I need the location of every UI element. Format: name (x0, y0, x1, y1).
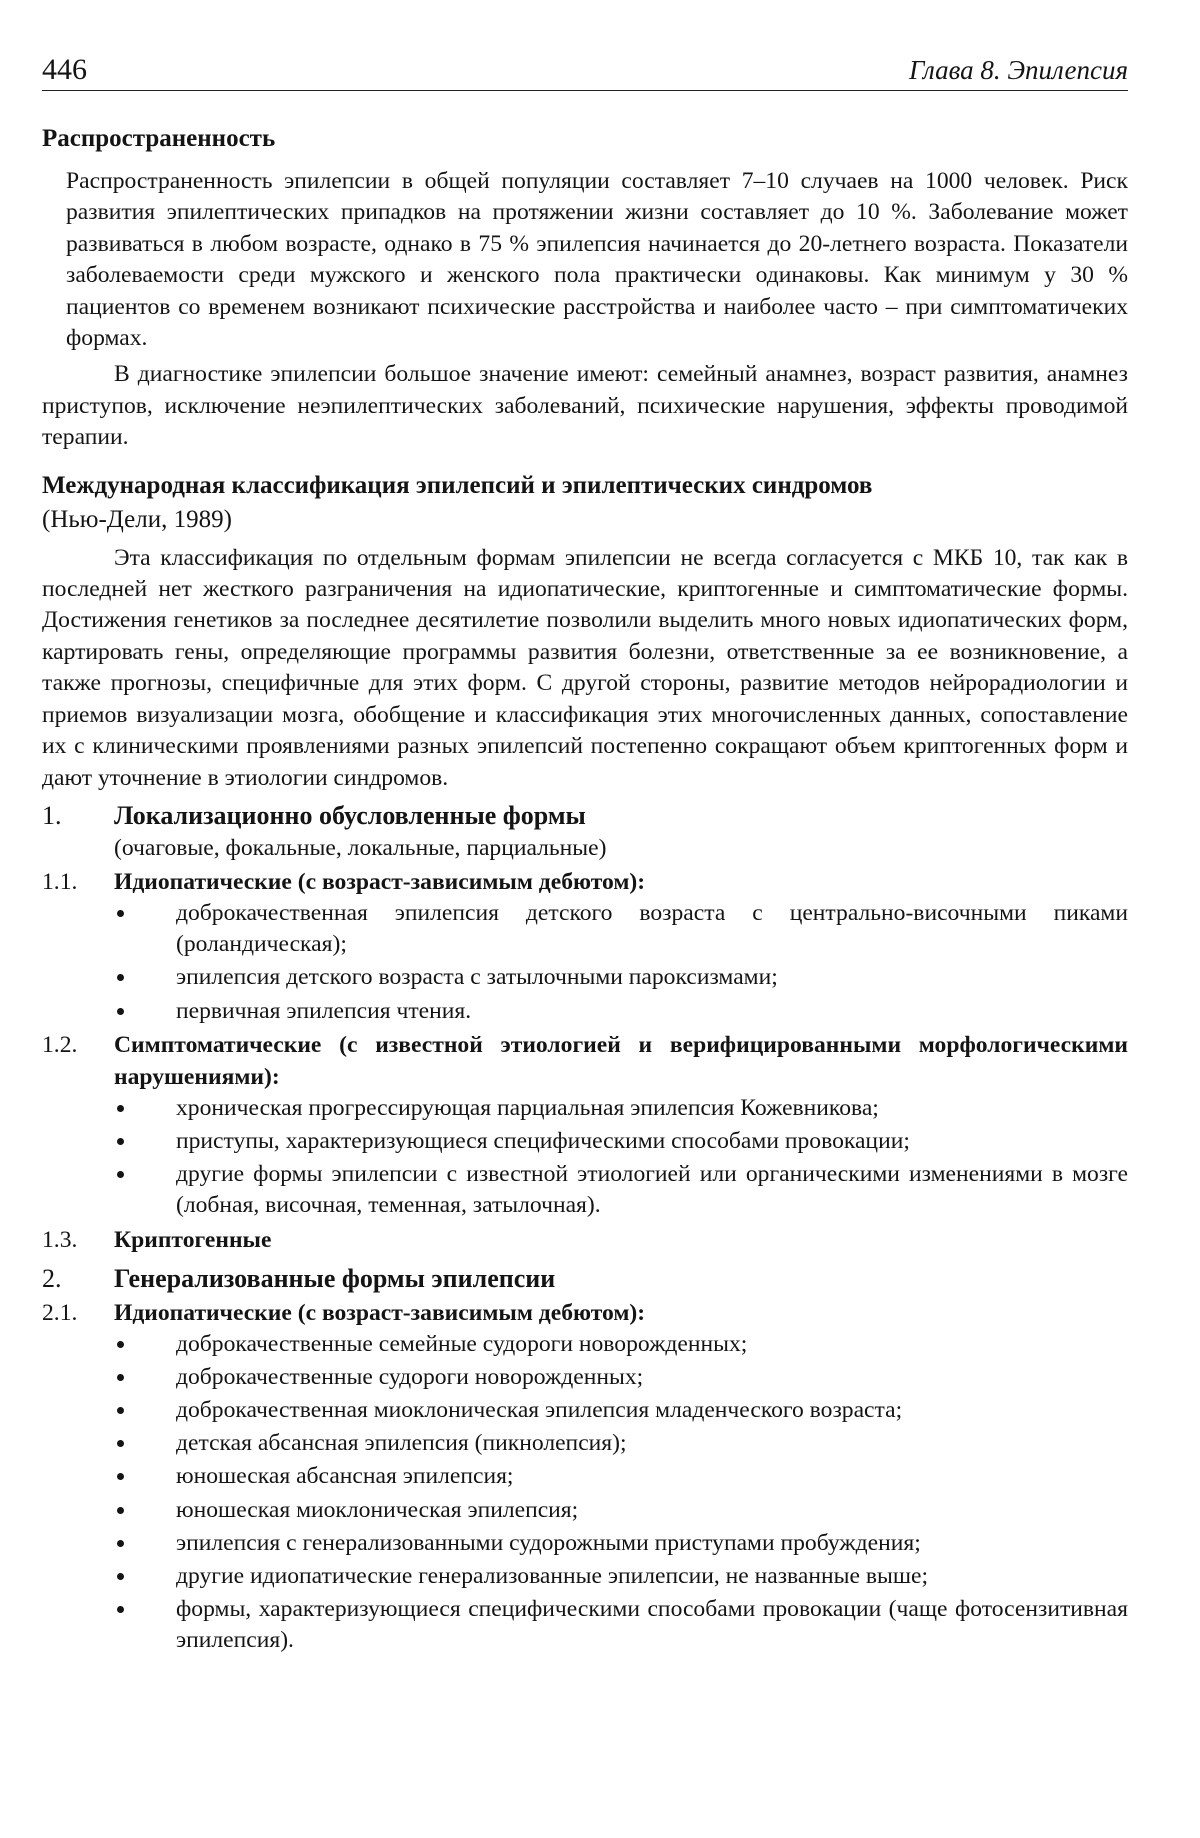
bullet-icon (117, 1374, 124, 1381)
section-1-number: 1. (42, 800, 62, 830)
list-item: приступы, характеризующиеся специфическими способами провокации; (42, 1126, 1128, 1157)
section-1-2-list (42, 1093, 1128, 1222)
section-1 (42, 799, 1128, 832)
bullet-icon (117, 1171, 124, 1178)
section-1-1-list (42, 898, 1128, 1027)
section-1-2-number: 1.2. (42, 1031, 78, 1058)
list-item: доброкачественные судороги новорожденных; (42, 1362, 1128, 1393)
list-item: доброкачественная миоклоническая эпилепсия младенческого возраста; (42, 1395, 1128, 1426)
bullet-icon (117, 974, 124, 981)
list-item: другие формы эпилепсии с известной этиологией или органическими изменениями в мозге (лобная, височная, теменная, затылочная). (42, 1159, 1128, 1221)
list-item: эпилепсия детского возраста с затылочными пароксизмами; (42, 962, 1128, 993)
section-2-1-number: 2.1. (42, 1299, 78, 1326)
section-1-label: Локализационно обусловленные формы (114, 800, 586, 830)
bullet-icon (117, 1341, 124, 1348)
section-2-label: Генерализованные формы эпилепсии (114, 1263, 556, 1293)
chapter-title: Глава 8. Эпилепсия (909, 55, 1128, 85)
classification-title: Международная классификация эпилепсий и эпилептических синдромов (42, 471, 873, 499)
page-body (42, 122, 1128, 1659)
bullet-icon (117, 1440, 124, 1447)
bullet-icon (117, 1606, 124, 1613)
list-item: юношеская абсансная эпилепсия; (42, 1461, 1128, 1492)
running-header (42, 50, 1128, 91)
list-item: детская абсансная эпилепсия (пикнолепсия); (42, 1428, 1128, 1459)
list-item: доброкачественные семейные судороги новорожденных; (42, 1329, 1128, 1360)
section-1-3-label: Криптогенные (114, 1226, 272, 1253)
bullet-icon (117, 910, 124, 917)
bullet-icon (117, 1008, 124, 1015)
section-1-3-number: 1.3. (42, 1226, 78, 1253)
bullet-icon (117, 1573, 124, 1580)
section-2-1-label: Идиопатические (с возраст-зависимым дебютом): (114, 1299, 646, 1326)
section-heading-prevalence: Распространенность (42, 125, 276, 152)
section-1-1-label: Идиопатические (с возраст-зависимым дебютом): (114, 868, 646, 895)
section-2-number: 2. (42, 1263, 62, 1293)
section-2 (42, 1262, 1128, 1295)
section-2-1-list (42, 1329, 1128, 1657)
section-2-1 (42, 1297, 1128, 1329)
bullet-icon (117, 1540, 124, 1547)
list-item: доброкачественная эпилепсия детского возраста с центрально-височными пиками (роландическая); (42, 898, 1128, 960)
bullet-icon (117, 1407, 124, 1414)
section-1-1 (42, 866, 1128, 898)
paragraph-classification-intro: Эта классификация по отдельным формам эпилепсии не всегда согласуется с МКБ 10, так как в последней нет жесткого разграничения на идиопатические, криптогенные и симптоматические формы. Достижения генетиков за последнее десятилетие позволили выделить много новых идиопатических форм, картировать гены, определяющие программы развития болезни, ответственные за ее возникновение, а также прогнозы, специфичные для этих форм. С другой стороны, развитие методов нейрорадиологии и приемов визуализации мозга, обобщение и классификация этих многочисленных данных, сопоставление их с клиническими проявлениями разных эпилепсий постепенно сокращают объем криптогенных форм и дают уточнение в этиологии синдромов. (42, 544, 1128, 791)
list-item: хроническая прогрессирующая парциальная эпилепсия Кожевникова; (42, 1093, 1128, 1124)
bullet-icon (117, 1105, 124, 1112)
list-item: первичная эпилепсия чтения. (42, 996, 1128, 1027)
bullet-icon (117, 1473, 124, 1480)
page-number: 446 (42, 53, 87, 86)
paragraph-prevalence-1: Распространенность эпилепсии в общей популяции составляет 7–10 случаев на 1000 человек. Риск развития эпилептических припадков на протяжении жизни составляет до 10 %. Заболевание может развиваться в любом возрасте, однако в 75 % эпилепсия начинается до 20-летнего возраста. Показатели заболеваемости среди мужского и женского пола практически одинаковы. Как минимум у 30 % пациентов со временем возникают психические расстройства и наиболее часто – при симптоматичеких формах. (66, 168, 1128, 352)
list-item: юношеская миоклоническая эпилепсия; (42, 1495, 1128, 1526)
section-1-2-label: Симптоматические (с известной этиологией и верифицированными морфологическими нарушениями): (114, 1031, 1128, 1090)
list-item: эпилепсия с генерализованными судорожными приступами пробуждения; (42, 1528, 1128, 1559)
section-1-1-number: 1.1. (42, 868, 78, 895)
paragraph-prevalence-2: В диагностике эпилепсии большое значение имеют: семейный анамнез, возраст развития, анамнез приступов, исключение неэпилептических заболеваний, психические нарушения, эффекты проводимой терапии. (42, 361, 1128, 451)
classification-title-note: (Нью-Дели, 1989) (42, 505, 232, 533)
bullet-icon (117, 1138, 124, 1145)
section-heading-classification (42, 469, 1128, 537)
section-1-2 (42, 1029, 1128, 1093)
section-1-note: (очаговые, фокальные, локальные, парциальные) (114, 834, 607, 861)
list-item: другие идиопатические генерализованные эпилепсии, не названные выше; (42, 1561, 1128, 1592)
list-item: формы, характеризующиеся специфическими способами провокации (чаще фотосензитивная эпилепсия). (42, 1594, 1128, 1656)
bullet-icon (117, 1507, 124, 1514)
section-1-3 (42, 1224, 1128, 1256)
